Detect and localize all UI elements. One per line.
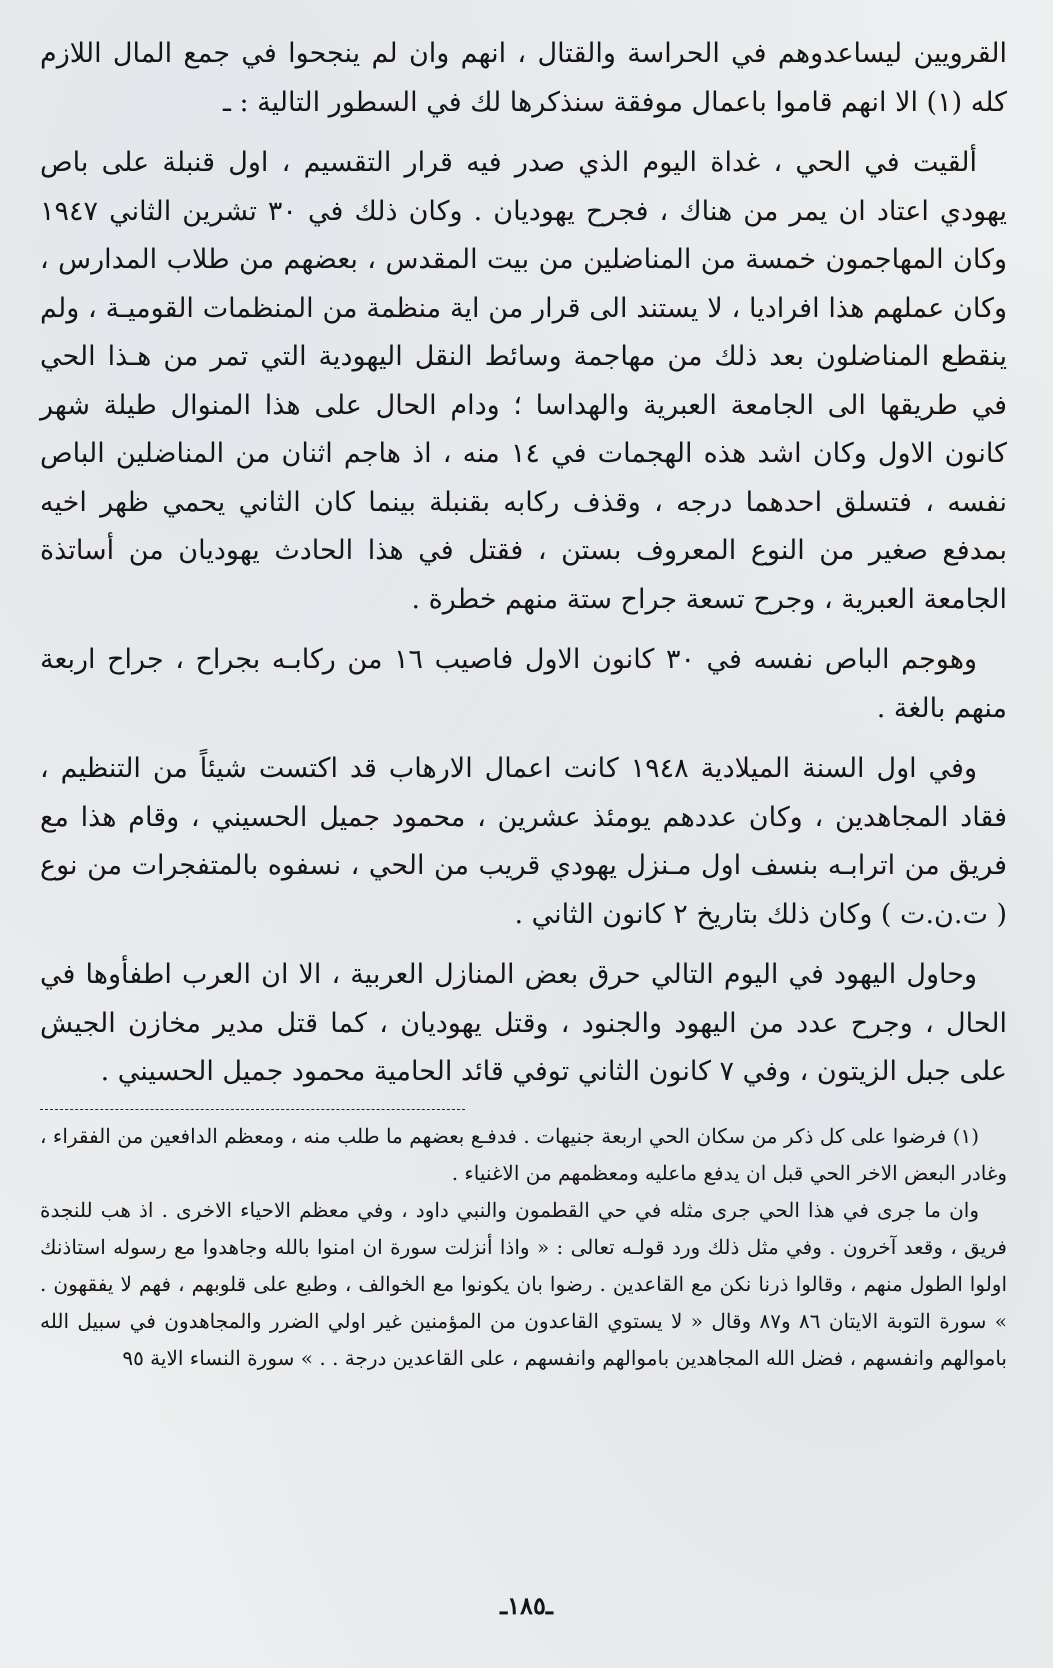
body-paragraph: وهوجم الباص نفسه في ٣٠ كانون الاول فاصيب ١٦ من ركابـه بجراح ، جراح اربعة منهم بالغة . — [40, 644, 1007, 724]
body-paragraph: القرويين ليساعدوهم في الحراسة والقتال ، انهم وان لم ينجحوا في جمع المال اللازم كله (١) الا انهم قاموا باعمال موفقة سنذكرها لك في السطور التالية : ـ — [40, 38, 1007, 118]
body-paragraph: وفي اول السنة الميلادية ١٩٤٨ كانت اعمال الارهاب قد اكتست شيئاً من التنظيم ، فقاد المجاهدين ، وكان عددهم يومئذ عشرين ، محمود جميل الحسيني ، وقام هذا مع فريق من اترابـه بنسف اول مـنزل يهودي قريب من الحي ، نسفوه بالمتفجرات من نوع ( ت.ن.ت ) وكان ذلك بتاريخ ٢ كانون الثاني . — [40, 753, 1007, 930]
footnote-separator — [40, 1109, 465, 1110]
footnote-paragraph: (١) فرضوا على كل ذكر من سكان الحي اربعة جنيهات . فدفـع بعضهم ما طلب منه ، ومعظم الدافعين من الفقراء ، وغادر البعض الاخر الحي قبل ان يدفع ماعليه ومعظمهم من الاغنياء . — [40, 1123, 1007, 1185]
footnote-paragraph: وان ما جرى في هذا الحي جرى مثله في حي القطمون والنبي داود ، وفي معظم الاحياء الاخرى . اذ هب للنجدة فريق ، وقعد آخرون . وفي مثل ذلك ورد قولـه تعالى : « واذا أنزلت سورة ان امنوا بالله وجاهدوا مع رسوله استاذنك اولوا الطول منهم ، وقالوا ذرنا نكن مع القاعدين . رضوا بان يكونوا مع الخوالف ، وطبع على قلوبهم ، فهم لا يفقهون . » سورة التوبة الايتان ٨٦ و٨٧ وقال « لا يستوي القاعدون من المؤمنين غير اولي الضرر والمجاهدون في سبيل الله باموالهم وانفسهم ، فضل الله المجاهدين باموالهم وانفسهم ، على القاعدين درجة . . » سورة النساء الاية ٩٥ — [40, 1197, 1008, 1370]
footnotes — [40, 1118, 1007, 1377]
body-paragraph: وحاول اليهود في اليوم التالي حرق بعض المنازل العربية ، الا ان العرب اطفأوها في الحال ، وجرح عدد من اليهود والجنود ، وقتل يهوديان ، كما قتل مدير مخازن الجيش على جبل الزيتون ، وفي ٧ كانون الثاني توفي قائد الحامية محمود جميل الحسيني . — [40, 959, 1007, 1087]
main-text — [40, 30, 1007, 1097]
body-paragraph: ألقيت في الحي ، غداة اليوم الذي صدر فيه قرار التقسيم ، اول قنبلة على باص يهودي اعتاد ان يمر من هناك ، فجرح يهوديان . وكان ذلك في ٣٠ تشرين الثاني ١٩٤٧ وكان المهاجمون خمسة من المناضلين من بيت المقدس ، بعضهم من طلاب المدارس ، وكان عملهم هذا افراديا ، لا يستند الى قرار من اية منظمة من المنظمات القوميـة ، ولم ينقطع المناضلون بعد ذلك من مهاجمة وسائط النقل اليهودية التي تمر من هـذا الحي في طريقها الى الجامعة العبرية والهداسا ؛ ودام الحال على هذا المنوال طيلة شهر كانون الاول وكان اشد هذه الهجمات في ١٤ منه ، اذ هاجم اثنان من المناضلين الباص نفسه ، فتسلق احدهما درجه ، وقذف ركابه بقنبلة بينما كان الثاني يحمي ظهر اخيه بمدفع صغير من النوع المعروف بستن ، فقتل في هذا الحادث يهوديان من أساتذة الجامعة العبرية ، وجرح تسعة جراح ستة منهم خطرة . — [40, 147, 1008, 615]
page-number: ـ١٨٥ـ — [500, 1591, 553, 1620]
